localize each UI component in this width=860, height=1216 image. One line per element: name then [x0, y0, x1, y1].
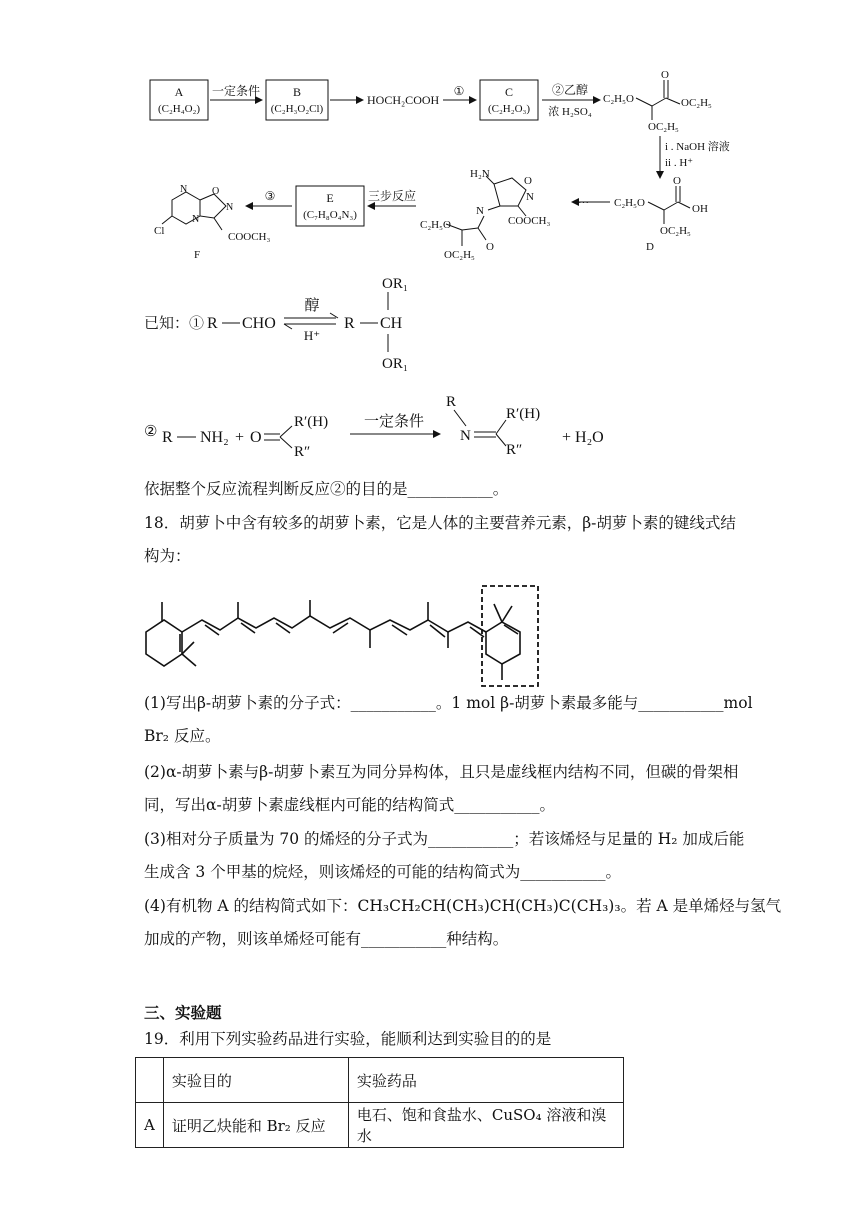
omitted-steps: ··· [578, 197, 589, 209]
f-ester: COOCH₃ [228, 231, 271, 243]
r2-r-double-prime: R″ [294, 444, 311, 460]
r2-product-r-double-prime: R″ [506, 442, 523, 458]
beta-carotene-structure [0, 580, 860, 690]
compound-c-box [480, 80, 538, 120]
table-header-cell: 实验目的 [163, 1058, 348, 1103]
d-left-group: C₂H₅O [614, 197, 645, 209]
r2-condition: 一定条件 [363, 414, 425, 430]
amide-bottom-group: OC₂H₅ [444, 249, 475, 261]
amide-amine: H₂N [470, 168, 490, 180]
ester-left-group: C₂H₅O [603, 93, 634, 105]
q18-part-4-line-1: (4)有机物 A 的结构简式如下：CH₃CH₂CH(CH₃)CH(CH₃)C(CH₃)₃。若 A 是单烯烃与氢气 [144, 897, 782, 915]
ester-product [636, 80, 680, 120]
r2-product-n: N [460, 428, 471, 444]
amide-left-group: C₂H₅O [420, 219, 451, 231]
r2-product-r: R [446, 394, 457, 410]
glycolic-acid: HOCH₂COOH [367, 93, 440, 107]
ester-bottom-group: OC₂H₅ [648, 121, 679, 133]
r1-or-top: OR₁ [382, 276, 409, 292]
ester-carbonyl-o: O [661, 69, 669, 81]
q18-intro-line-2: 构为： [144, 547, 191, 565]
q18-part-1-line-1: (1)写出β-胡萝卜素的分子式：___________。1 mol β-胡萝卜素最多能与___________mol [144, 694, 753, 712]
amide-intermediate [446, 176, 526, 246]
table-cell: 电石、饱和食盐水、CuSO₄ 溶液和溴水 [348, 1103, 623, 1148]
compound-b-label: B [292, 85, 302, 99]
compound-c-formula: (C₂H₂O₃) [487, 103, 531, 115]
r1-condition-top: 醇 [304, 298, 320, 314]
compound-c-label: C [504, 85, 514, 99]
amide-ester: COOCH₃ [508, 215, 551, 227]
amide-carbonyl-o: O [486, 241, 494, 253]
q17-purpose-question: 依据整个反应流程判断反应②的目的是___________。 [144, 480, 509, 498]
compound-e-formula: (C₇H₈O₄N₃) [303, 209, 357, 221]
table-header-cell [136, 1058, 164, 1103]
r1-r: R [207, 315, 218, 332]
q18-part-1-line-2: Br₂ 反应。 [144, 727, 221, 745]
r2-water: + H₂O [562, 429, 604, 446]
d-bottom-group: OC₂H₅ [660, 225, 691, 237]
table-header-cell: 实验药品 [348, 1058, 623, 1103]
r1-ch: CH [380, 315, 403, 332]
amide-ring-n: N [526, 191, 534, 203]
q18-part-4-line-2: 加成的产物，则该单烯烃可能有___________种结构。 [144, 930, 509, 948]
r2-nh2: NH₂ [200, 429, 229, 446]
r1-condition-bottom: H⁺ [303, 328, 321, 343]
compound-a-formula: (C₂H₄O₂) [157, 103, 201, 115]
compound-d [648, 186, 690, 224]
table-cell: A [136, 1103, 164, 1148]
r2-r-prime: R′(H) [294, 414, 329, 430]
amide-ring-o: O [524, 175, 532, 187]
r2-o: O [250, 429, 262, 446]
table-row [136, 1103, 624, 1148]
q18-part-2-line-2: 同，写出α-胡萝卜素虚线框内可能的结构简式___________。 [144, 796, 555, 814]
compound-e-box [296, 186, 364, 226]
compound-b-formula: (C₂H₃O₂Cl) [270, 103, 324, 115]
f-n-top: N [180, 184, 188, 195]
d-label: D [646, 241, 654, 253]
arrow-to-e-condition: 三步反应 [367, 189, 417, 203]
table-cell: 证明乙炔能和 Br₂ 反应 [163, 1103, 348, 1148]
q18-part-2-line-1: (2)α-胡萝卜素与β-胡萝卜素互为同分异构体，且只是虚线框内结构不同，但碳的骨架相 [144, 763, 739, 781]
q18-part-3-line-2: 生成含 3 个甲基的烷烃，则该烯烃的可能的结构简式为___________。 [144, 863, 621, 881]
d-oh: OH [692, 203, 708, 215]
step-2-catalyst: 浓 H₂SO₄ [548, 106, 592, 118]
r1-or-bottom: OR₁ [382, 356, 409, 372]
table-header-row [136, 1058, 624, 1103]
step-1-label: ① [453, 84, 465, 98]
r2-num: ② [144, 424, 158, 440]
f-cl: Cl [154, 225, 165, 237]
r1-product-r: R [344, 315, 355, 332]
f-n-right: N [226, 202, 234, 213]
arrow-a-b-condition: 一定条件 [211, 84, 261, 98]
q18-intro-line-1: 18．胡萝卜中含有较多的胡萝卜素，它是人体的主要营养元素，β-胡萝卜素的键线式结 [144, 514, 736, 532]
compound-a-label: A [174, 85, 184, 99]
hydrolysis-step-2: ii . H⁺ [665, 157, 694, 169]
f-label: F [194, 249, 201, 261]
f-o: O [212, 186, 220, 197]
q19-prompt: 19．利用下列实验药品进行实验，能顺利达到实验目的的是 [144, 1030, 552, 1048]
r2-product-r-prime: R′(H) [506, 406, 541, 422]
q18-part-3-line-1: (3)相对分子质量为 70 的烯烃的分子式为___________；若该烯烃与足量的 H₂ 加成后能 [144, 830, 745, 848]
compound-b-box [266, 80, 328, 120]
step-3-label: ③ [264, 189, 276, 203]
section-3-heading: 三、实验题 [144, 1004, 222, 1022]
compound-e-label: E [326, 191, 334, 205]
f-n-bottom: N [192, 214, 200, 225]
r1-cho: CHO [242, 315, 276, 332]
d-carbonyl-o: O [673, 175, 681, 187]
ester-right-group: OC₂H₅ [681, 97, 712, 109]
step-2-reagent: ②乙醇 [551, 83, 589, 97]
hydrolysis-step-1: i . NaOH 溶液 [665, 141, 730, 153]
compound-a-box [150, 80, 208, 120]
known-prefix: 已知：① [144, 316, 205, 332]
reaction-scheme [0, 0, 860, 480]
r2-r: R [162, 429, 173, 446]
r2-plus: + [235, 429, 245, 446]
amide-nh: N [476, 205, 484, 217]
experiment-table [135, 1057, 624, 1148]
